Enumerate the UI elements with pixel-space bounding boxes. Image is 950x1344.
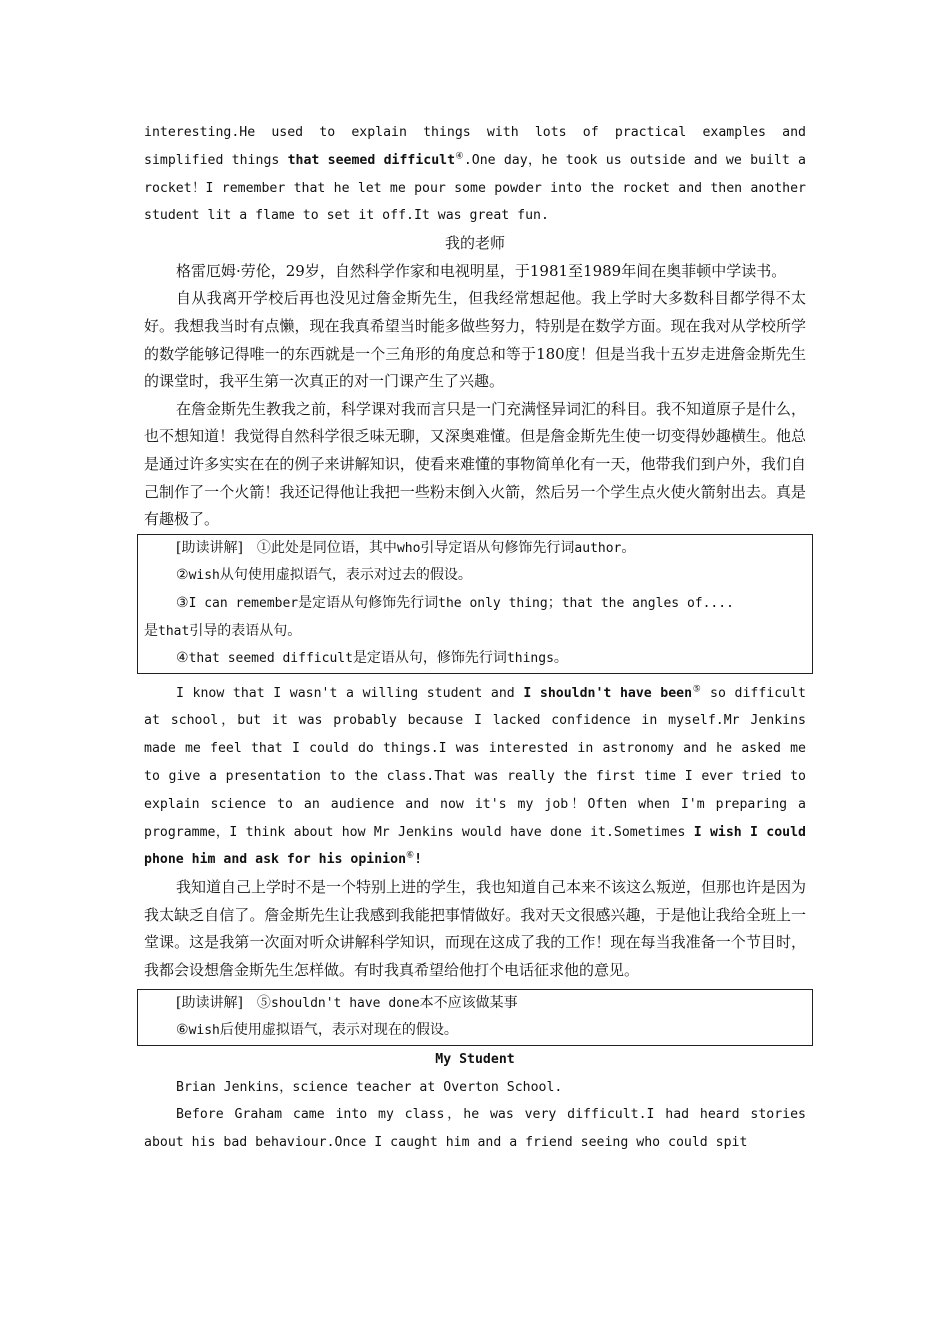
- document-page: [144, 119, 806, 1157]
- english-intro: Brian Jenkins，science teacher at Overton School.: [176, 1079, 563, 1095]
- highlight-phrase: that seemed difficult: [287, 152, 456, 168]
- chinese-paragraph-3: 在詹金斯先生教我之前，科学课对我而言只是一门充满怪异词汇的科目。我不知道原子是什么，也不想知道！我觉得自然科学很乏味无聊，又深奥难懂。但是詹金斯先生使一切变得妙趣横生。他总是通过许多实实在在的例子来讲解知识，使看来难懂的事物简单化有一天，他带我们到户外，我们自己制作了一个火箭！我还记得他让我把一些粉末倒入火箭，然后另一个学生点火使火箭射出去。真是有趣极了。: [144, 399, 807, 529]
- note-line: [助读讲解] ①此处是同位语，其中who引导定语从句修饰先行词author。: [176, 539, 636, 556]
- chinese-paragraph-1: 格雷厄姆·劳伦，29岁，自然科学作家和电视明星，于1981至1989年间在奥菲顿中学读书。: [176, 261, 787, 280]
- english-paragraph-1: interesting.He used to explain things with lots of practical examples and simplified things that seemed difficult④.One day，he took us outside and we built a rocket！I remember that he let me pour some powder into the rocket and then another student lit a flame to set it off.It was great fun.: [144, 125, 806, 224]
- english-paragraph-3: Before Graham came into my class，he was very difficult.I had heard stories about his bad behaviour.Once I caught him and a friend seeing who could spit: [144, 1107, 806, 1151]
- reading-notes-box-1: [137, 534, 813, 674]
- note-marker: ⑥: [406, 851, 415, 862]
- chinese-paragraph-2: 自从我离开学校后再也没见过詹金斯先生，但我经常想起他。我上学时大多数科目都学得不太好。我想我当时有点懒，现在我真希望当时能多做些努力，特别是在数学方面。现在我对从学校所学的数学能够记得唯一的东西就是一个三角形的角度总和等于180度！但是当我十五岁走进詹金斯先生的课堂时，我平生第一次真正的对一门课产生了兴趣。: [144, 289, 806, 391]
- note-line: [助读讲解] ⑤shouldn't have done本不应该做某事: [176, 994, 518, 1011]
- note-marker: ⑤: [692, 684, 702, 695]
- note-marker: ④: [455, 151, 464, 162]
- note-line: ④that seemed difficult是定语从句，修饰先行词things。: [176, 650, 568, 667]
- note-line: ③I can remember是定语从句修饰先行词the only thing；that the angles of.... 是that引导的表语从句。: [144, 594, 734, 639]
- highlight-phrase: I shouldn't have been: [523, 685, 693, 701]
- note-line: ②wish从句使用虚拟语气，表示对过去的假设。: [176, 567, 472, 584]
- reading-notes-box-2: [137, 989, 813, 1046]
- english-title: My Student: [435, 1051, 515, 1067]
- english-paragraph-2: I know that I wasn't a willing student and I shouldn't have been⑤ so difficult at school，but it was probably because I lacked confidence in myself.Mr Jenkins made me feel that I could do things.I was interested in astronomy and he asked me to give a presentation to the class.That was really the first time I ever tried to explain science to an audience and now it's my job！Often when I'm preparing a programme，I think about how Mr Jenkins would have done it.Sometimes I wish I could phone him and ask for his opinion⑥!: [144, 684, 806, 868]
- chinese-paragraph-4: 我知道自己上学时不是一个特别上进的学生，我也知道自己本来不该这么叛逆，但那也许是因为我太缺乏自信了。詹金斯先生让我感到我能把事情做好。我对天文很感兴趣，于是他让我给全班上一堂课。这是我第一次面对听众讲解科学知识，而现在这成了我的工作！现在每当我准备一个节目时，我都会设想詹金斯先生怎样做。有时我真希望给他打个电话征求他的意见。: [144, 878, 807, 980]
- highlight-phrase: I wish I could phone him and ask for his opinion: [144, 824, 806, 868]
- chinese-title: 我的老师: [444, 234, 505, 253]
- note-line: ⑥wish后使用虚拟语气，表示对现在的假设。: [176, 1022, 458, 1039]
